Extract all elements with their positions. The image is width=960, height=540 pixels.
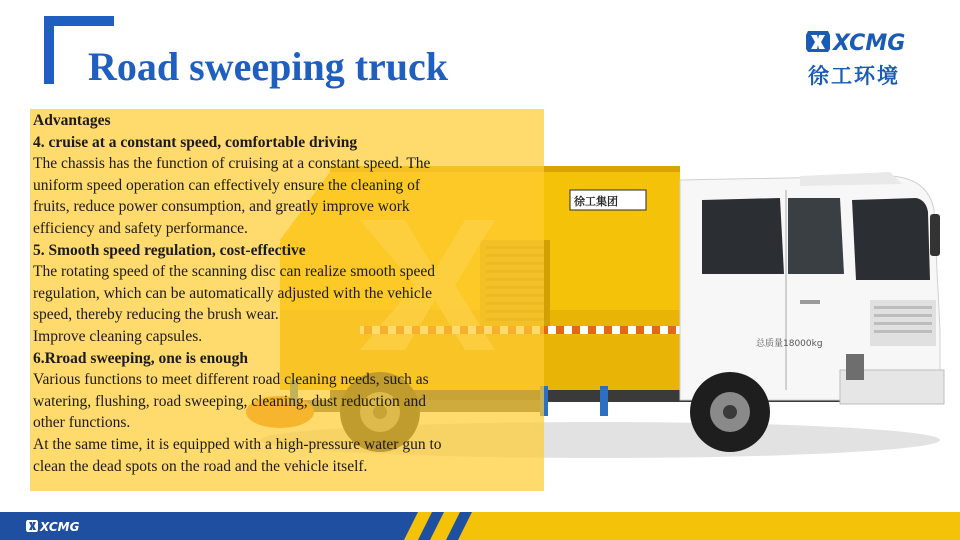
advantages-panel <box>30 109 544 491</box>
xcmg-logo-wordmark: XCMG <box>833 31 906 54</box>
page-title: Road sweeping truck <box>88 44 449 89</box>
advantage-5-text-line: The rotating speed of the scanning disc can realize smooth speed <box>33 263 436 281</box>
bottom-brand-bar <box>0 512 960 540</box>
advantage-6-text-line: Various functions to meet different road cleaning needs, such as <box>33 371 429 389</box>
bottom-xcmg-logo <box>26 519 90 533</box>
advantage-5-text-line: regulation, which can be automatically adjusted with the vehicle <box>33 284 432 302</box>
advantage-5-heading: 5. Smooth speed regulation, cost-effective <box>33 241 306 259</box>
advantage-6-heading: 6.Rroad sweeping, one is enough <box>33 349 249 367</box>
advantage-6-text-line: At the same time, it is equipped with a high-pressure water gun to <box>33 435 442 453</box>
advantage-6-text-line: watering, flushing, road sweeping, cleaning, dust reduction and <box>33 392 426 410</box>
advantage-6-text-line: clean the dead spots on the road and the vehicle itself. <box>33 457 368 475</box>
advantage-6-text-line: other functions. <box>33 414 131 432</box>
advantage-5-text-line: speed, thereby reducing the brush wear. <box>33 306 279 324</box>
xcmg-logo-chinese: 徐工环境 <box>808 64 900 88</box>
bottom-xcmg-wordmark: XCMG <box>40 520 80 533</box>
advantage-4-heading: 4. cruise at a constant speed, comfortable driving <box>33 133 358 151</box>
advantage-5-text-line: Improve cleaning capsules. <box>33 327 203 345</box>
xcmg-logo <box>806 28 918 88</box>
advantage-4-text-line: fruits, reduce power consumption, and greatly improve work <box>33 198 410 216</box>
advantage-4-text-line: The chassis has the function of cruising at a constant speed. The <box>33 155 431 173</box>
xcmg-logo-mark <box>806 28 918 54</box>
advantage-4-text-line: efficiency and safety performance. <box>33 219 248 237</box>
truck-brand-plate: 徐工集团 <box>574 195 618 208</box>
advantages-heading: Advantages <box>33 112 111 129</box>
advantage-4-text-line: uniform speed operation can effectively ensure the cleaning of <box>33 176 421 194</box>
truck-weight-marking: 总质量18000kg <box>756 339 823 349</box>
advantages-text <box>33 110 541 477</box>
